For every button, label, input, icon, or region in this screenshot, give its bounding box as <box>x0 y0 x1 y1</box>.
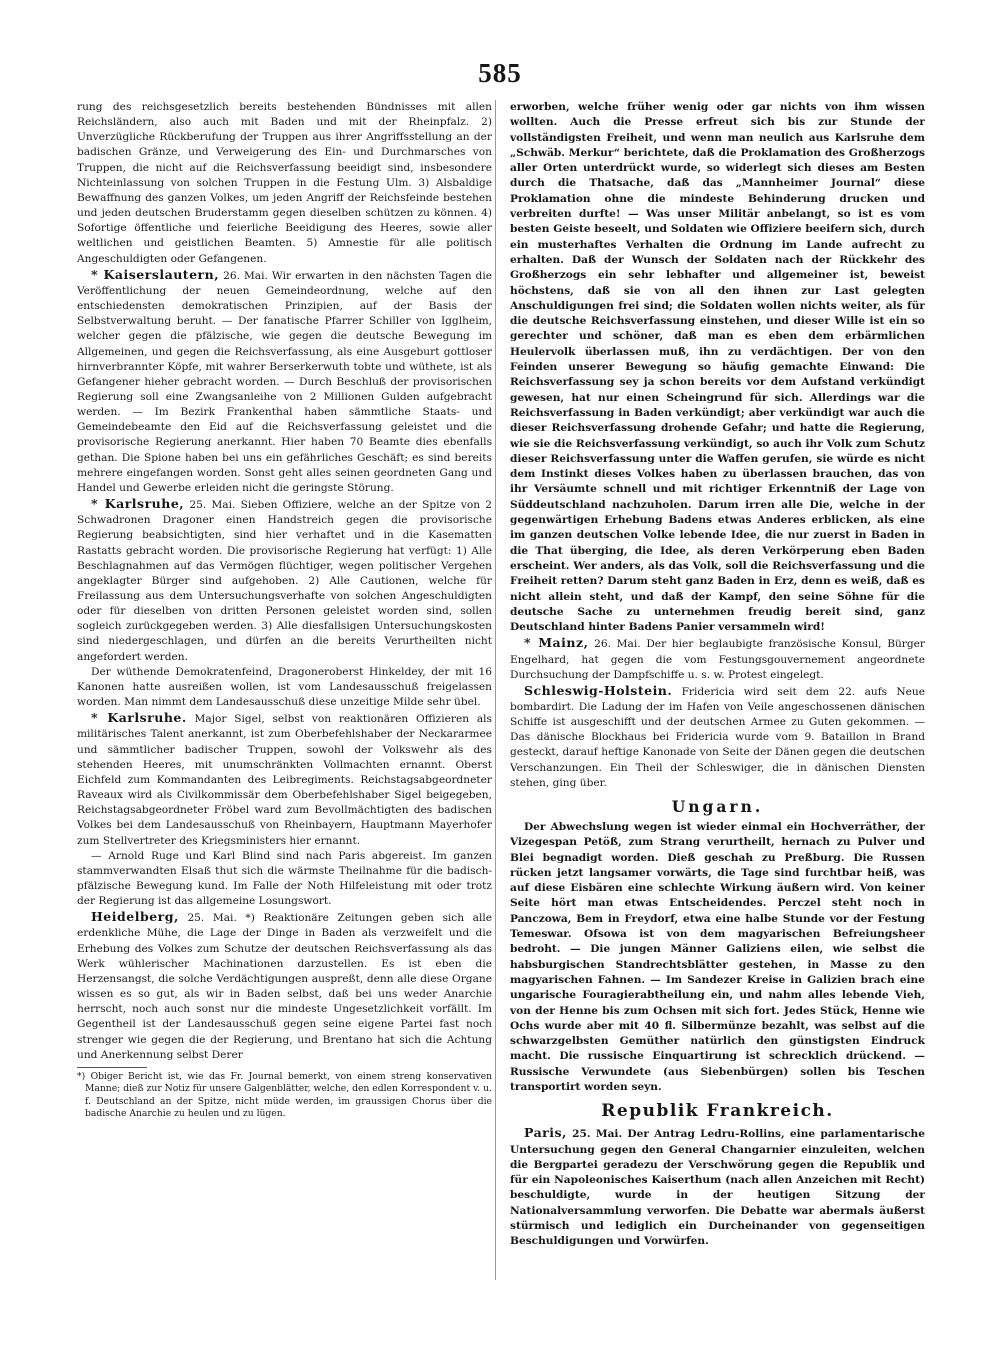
article-kaiserslautern <box>77 267 492 496</box>
date-karlsruhe-1: 25. Mai. <box>189 499 236 512</box>
right-column <box>510 100 925 1330</box>
article-paris <box>510 1125 925 1249</box>
article-heidelberg <box>77 909 492 1063</box>
text-kaiserslautern: Wir erwarten in den nächsten Tagen die Veröffentlichung der neuen Gemeindeordnung, welche auf den entschiedensten demokratischen Prinzipien, auf der Basis der Selbstverwaltung beruht. — Der fanatische Pfarrer Schiller von Igglheim, welcher gegen die pfälzische, wie gegen die deutsche Bewegung im Allgemeinen, und gegen die Reichsverfassung, als eine Ausgeburt gottloser hirnverbrannter Köpfe, mit wahrer Berserkerwuth tobte und wüthete, ist als Gefangener hieher gebracht worden. — Durch Beschluß der provisorischen Regierung soll eine Zwangsanleihe von 2 Millionen Gulden aufgebracht werden. — Im Bezirk Frankenthal haben sämmtliche Staats- und Gemeindebeamte den Eid auf die Reichsverfassung geleistet und die provisorische Regierung anerkannt. Hier haben 70 Beamte dies ebenfalls gethan. Die Spione haben bei uns ein gefährliches Geschäft; es sind bereits mehrere eingefangen worden. Sonst geht alles seinen geordneten Gang und Handel und Gewerbe erleiden nicht die geringste Störung. <box>77 269 492 494</box>
date-heidelberg: 25. Mai. *) <box>187 912 255 925</box>
article-karlsruhe-1 <box>77 496 492 665</box>
text-schleswig-holstein: Fridericia wird seit dem 22. aufs Neue bombardirt. Die Ladung der im Hafen von Veile angeschossenen dänischen Schiffe ist ausgeschifft und der deutschen Armee zu Guten gekommen. — Das dänische Blockhaus bei Fridericia wurde vom 9. Bataillon in Brand gesteckt, darauf heftige Kanonade von Seite der Dänen gegen die deutschen Verschanzungen. Ein Theil der Schleswiger, die in dänischen Diensten stehen, ging über. <box>510 685 925 789</box>
text-heidelberg: Reaktionäre Zeitungen geben sich alle erdenkliche Mühe, die Lage der Dinge in Baden als verzweifelt und die Erhebung des Volkes zum Schutze der deutschen Reichsverfassung als das Werk wühlerischer Machinationen darzustellen. Es ist eben die Herzensangst, die solche Verdächtigungen auspreßt, denn alle diese Organe wissen es so gut, als wir in Baden selbst, daß bei uns weder Anarchie herrscht, noch auch sonst nur die mindeste Ungesetzlichkeit vorfällt. Im Gegentheil ist der Landesausschuß gegen seine eigene Partei fast noch strenger wie gegen die der Regierung, und Brentano hat sich die Achtung und Anerkennung selbst Derer <box>77 912 492 1061</box>
article-karlsruhe-2 <box>77 710 492 848</box>
dateline-karlsruhe-1: * Karlsruhe, <box>91 496 185 512</box>
article-heidelberg-continued: erworben, welche früher wenig oder gar nichts von ihm wissen wollten. Auch die Presse erfreut sich bis zur Stunde der vollständigsten Freiheit, und wenn man neulich aus Karlsruhe dem „Schwäb. Merkur“ berichtete, daß die Proklamation des Großherzogs aller Orten unterdrückt wurde, so widerlegt sich dieses am Besten durch die Thatsache, daß das „Mannheimer Journal“ diese Proklamation ohne die mindeste Behinderung drucken und verbreiten durfte! — Was unser Militär anbelangt, so ist es vom besten Geiste beseelt, und Soldaten wie Offiziere beeifern sich, durch ein musterhaftes Verhalten die Ordnung im Lande aufrecht zu erhalten. Daß der Wunsch der Soldaten nach der Rückkehr des Großherzogs ein sehr lebhafter und allgemeiner ist, beweist höchstens, daß sie von all den ihnen zur Last gelegten Anschuldigungen frei sind; die Soldaten wollen nichts weiter, als für die deutsche Reichsverfassung einstehen, und dieser Wille ist ein so gerechter und schöner, daß man es eben dem erbärmlichen Heulervolk überlassen muß, ihn zu verdächtigen. Der von den Feinden unserer Bewegung so häufig gemachte Einwand: Die Reichsverfassung sey ja schon bereits vor dem Aufstand verkündigt gewesen, hat nur einen Scheingrund für sich. Allerdings war die Reichsverfassung in Baden verkündigt; aber verkündigt war auch die dieser Reichsverfassung drohende Gefahr; und hatte die Regierung, wie sie die Reichsverfassung verkündigt, so auch ihr Volk zum Schutz dieser Reichsverfassung unter die Waffen gerufen, sie würde es nicht dem Instinkt dieses Volkes haben zu überlassen brauchen, das von ihr Versäumte schnell und mit richtiger Erkenntniß der Lage von Süddeutschland nachzuholen. Darum irren alle Die, welche in der gegenwärtigen Erhebung Badens etwas Anderes erblicken, als eine im ganzen deutschen Volke lebende Idee, die nur zuerst in Baden in die That überging, die Idee, als deren Verkörperung eben Baden erscheint. Wer anders, als das Volk, soll die Reichsverfassung und die Freiheit retten? Darum steht ganz Baden in Erz, denn es weiß, daß es nicht allein steht, und daß der Kampf, den seine Söhne für die deutsche Sache zu unternehmen freudig bereit sind, ganz Deutschland hinter Badens Panier versammeln wird! <box>510 101 925 634</box>
dateline-schleswig-holstein: Schleswig-Holstein. <box>524 682 673 698</box>
left-column <box>77 100 492 1330</box>
dateline-paris: Paris, <box>524 1125 567 1141</box>
dateline-heidelberg: Heidelberg, <box>91 909 179 925</box>
dateline-mainz: * Mainz, <box>524 635 589 651</box>
footnote: *) Obiger Bericht ist, wie das Fr. Journal bemerkt, von einem streng konservativen Manne; dieß zur Notiz für unsere Galgenblätter, welche, den edlen Korrespondent v. u. f. Deutschland an der Spitze, nicht müde werden, im graussigen Chorus über die badische Anarchie zu heulen und zu lügen. <box>77 1070 492 1120</box>
text-karlsruhe-1: Sieben Offiziere, welche an der Spitze von 2 Schwadronen Dragoner einen Handstreich gegen die provisorische Regierung beabsichtigten, sind hier verhaftet und in die Kasematten Rastatts gebracht worden. Die provisorische Regierung hat verfügt: 1) Alle Beschlagnahmen auf das Vermögen flüchtiger, wegen politischer Vergehen angeklagter Bürger sind aufgehoben. 2) Alle Cautionen, welche für Freilassung aus dem Untersuchungsverhafte von solchen Angeschuldigten oder für dieselben von dritten Personen geleistet worden sind, sollen sogleich zurückgegeben werden. 3) Alle diesfallsigen Untersuchungskosten sind niedergeschlagen, und dürfen an die bereits Verurtheilten nicht angefordert werden. <box>77 499 492 663</box>
page-number: 585 <box>478 58 522 88</box>
column-divider <box>495 100 496 1280</box>
article-karlsruhe-1-cont: Der wüthende Demokratenfeind, Dragoneroberst Hinkeldey, der mit 16 Kanonen hatte ausreißen wollen, ist vom Landesausschuß freigelassen worden. Man nimmt dem Landesausschuß diese unzeitige Milde sehr übel. <box>77 665 492 709</box>
article-mainz <box>510 635 925 682</box>
text-karlsruhe-2: Major Sigel, selbst von reaktionären Offizieren als militärisches Talent anerkannt, ist zum Oberbefehlshaber der Neckararmee und sämmtlicher badischer Truppen, sowohl der Volkswehr als des stehenden Heeres, mit unumschränkten Vollmachten ernannt. Oberst Eichfeld zum Kommandanten des Leibregiments. Reichstagsabgeordneter Raveaux wird als Civilkommissär dem Oberbefehlshaber Sigel beigegeben, Reichstagsabgeordneter Fröbel ward zum Bevollmächtigten des badischen Volkes bei dem Landesausschuß von Rheinbayern, Hauptmann Mayerhofer zum Stellvertreter des Kriegsministers hier ernannt. <box>77 713 492 847</box>
date-kaiserslautern: 26. Mai. <box>223 269 268 282</box>
article-karlsruhe-2-cont: — Arnold Ruge und Karl Blind sind nach Paris abgereist. Im ganzen stammverwandten Elsaß thut sich die wärmste Theilnahme für die badisch-pfälzische Bewegung kund. Im Falle der Noth Hilfeleistung mit oder trotz der Regierung ist das allgemeine Losungswort. <box>77 849 492 908</box>
section-heading-republik-frankreich: Republik Frankreich. <box>601 1101 834 1122</box>
date-paris: 25. Mai. <box>572 1128 623 1141</box>
article-ungarn: Der Abwechslung wegen ist wieder einmal ein Hochverräther, der Vizegespan Petöß, zum Strang verurtheilt, hernach zu Pulver und Blei begnadigt worden. Dieß geschah zu Preßburg. Die Russen rücken jetzt langsamer vorwärts, die Tage sind furchtbar heiß, was auf diese Eisbären eine schlechte Wirkung äußern wird. Von keiner Seite hört man etwas Entscheidendes. Perczel steht noch in Panczowa, Bem in Freydorf, etwa eine halbe Stunde vor der Festung Temeswar. Ofsowa ist von dem magyarischen Befreiungsheer bedroht. — Die jungen Männer Galiziens eilen, wie selbst die habsburgischen Standrechtsblätter gestehen, in Masse zu den magyarischen Fahnen. — Im Sandezer Kreise in Galizien brach eine ungarische Fouragierabtheilung ein, und nahm alles lebende Vieh, von der Henne bis zum Ochsen mit sich fort. Jedes Stück, Henne wie Ochs wurde aber mit 40 fl. Silbermünze bezahlt, was selbst auf die schwarzgelbsten Gemüther natürlich den günstigsten Eindruck macht. Die russische Einquartirung ist schrecklich drückend. — Russische Verwundete (aus Siebenbürgen) sollen bis Teschen transportirt worden seyn. <box>510 820 925 1093</box>
dateline-kaiserslautern: * Kaiserslautern, <box>91 266 220 282</box>
article-schleswig-holstein <box>510 683 925 791</box>
footnote-divider <box>77 1067 147 1068</box>
text-paris: Der Antrag Ledru-Rollins, eine parlamentarische Untersuchung gegen den General Changarnier einzuleiten, welchen die Bergpartei geradezu der Verschwörung gegen die Republik und für ein Napoleonisches Kaiserthum (nach allen Anzeichen mit Recht) beschuldigte, wurde in der heutigen Sitzung der Nationalversammlung verworfen. Die Debatte war abermals äußerst stürmisch und lediglich ein Durcheinander von gegenseitigen Beschuldigungen und Vorwürfen. <box>510 1128 925 1248</box>
text-mainz: Der hier beglaubigte französische Konsul, Bürger Engelhard, hat gegen die vom Festungsgouvernement angeordnete Durchsuchung der Dampfschiffe u. s. w. Protest eingelegt. <box>510 638 925 681</box>
dateline-karlsruhe-2: * Karlsruhe. <box>91 710 187 726</box>
date-mainz: 26. Mai. <box>594 638 641 651</box>
section-heading-ungarn: Ungarn. <box>671 796 764 816</box>
article-continued: rung des reichsgesetzlich bereits bestehenden Bündnisses mit allen Reichsländern, also auch mit Baden und mit der Rheinpfalz. 2) Unverzügliche Rückberufung der Truppen aus ihrer Angriffsstellung an der badischen Gränze, und Verweigerung des Ein- und Durchmarsches von Truppen, die nicht auf die Reichsverfassung beeidigt sind, insbesondere Nichteinlassung von solchen Truppen in die Festung Ulm. 3) Alsbaldige Bewaffnung des ganzen Volkes, um jeden Angriff der Reichsfeinde bestehen und jeden deutschen Bruderstamm gegen dieselben schützen zu können. 4) Sofortige öffentliche und feierliche Beeidigung des Heeres, sowie aller weltlichen und geistlichen Beamten. 5) Amnestie für alle politisch Angeschuldigten oder Gefangenen. <box>77 101 492 265</box>
